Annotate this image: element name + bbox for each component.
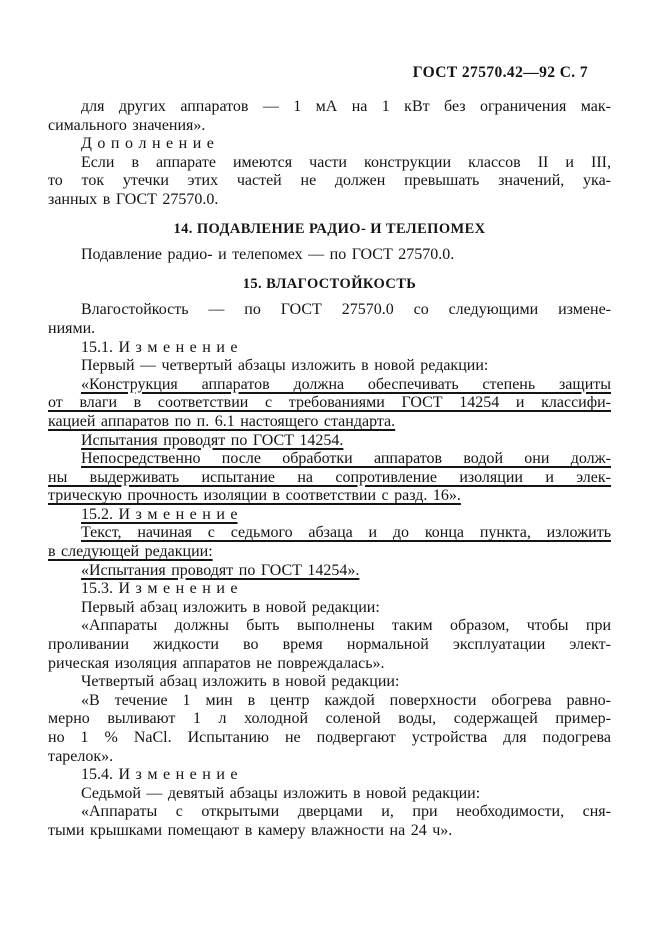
text-line: трическую прочность изоляции в соответствии с разд. 16».	[48, 487, 461, 505]
section-heading: 14. ПОДАВЛЕНИЕ РАДИО- И ТЕЛЕПОМЕХ	[173, 220, 486, 237]
text-line: Непосредственно после обработки аппаратов водой они долж-	[81, 450, 611, 468]
text-line: Четвертый абзац изложить в новой редакции:	[81, 673, 400, 691]
text-line: кацией аппаратов по п. 6.1 настоящего стандарта.	[48, 412, 396, 430]
text-line: «Аппараты должны быть выполнены таким образом, чтобы при	[81, 617, 611, 635]
text-line: Если в аппарате имеются части конструкции классов II и III,	[81, 153, 611, 171]
text-line: проливании жидкости во время нормальной эксплуатации элект-	[48, 636, 611, 654]
text-line: «Аппараты с открытыми дверцами и, при необходимости, сня-	[81, 803, 611, 821]
text-line: 15.4. И з м е н е н и е	[81, 766, 238, 784]
text-line: Испытания проводят по ГОСТ 14254.	[81, 431, 344, 449]
text-line: но 1 % NaCl. Испытанию не подвергают устройства для подогрева	[48, 729, 611, 746]
text-line: «Конструкция аппаратов должна обеспечивать степень защиты	[81, 375, 611, 393]
text-line: 15.2. И з м е н е н и е	[81, 505, 238, 523]
text-line: для других аппаратов — 1 мА на 1 кВт без ограничения мак-	[81, 98, 611, 115]
section-heading: 15. ВЛАГОСТОЙКОСТЬ	[242, 275, 417, 292]
text-line: от влаги в соответствии с требованиями ГОСТ 14254 и классифи-	[48, 394, 611, 412]
text-line: Влагостойкость — по ГОСТ 27570.0 со следующими измене-	[81, 301, 611, 319]
text-line: в следующей редакции:	[48, 543, 213, 561]
text-line: то ток утечки этих частей не должен превышать значений, ука-	[48, 172, 611, 190]
text-line: Д о п о л н е н и е	[81, 135, 214, 153]
text-line: ниями.	[48, 319, 96, 337]
page-header: ГОСТ 27570.42—92 С. 7	[412, 64, 588, 81]
text-line: Текст, начиная с седьмого абзаца и до конца пункта, изложить	[81, 524, 611, 542]
text-line: Седьмой — девятый абзацы изложить в новой редакции:	[81, 784, 481, 802]
text-line: Первый — четвертый абзацы изложить в новой редакции:	[81, 357, 489, 375]
text-line: занных в ГОСТ 27570.0.	[48, 190, 219, 208]
text-line: «В течение 1 мин в центр каждой поверхности обогрева равно-	[81, 691, 611, 709]
text-line: ны выдерживать испытание на сопротивление изоляции и элек-	[48, 468, 611, 486]
text-line: мерно выливают 1 л холодной соленой воды, содержащей пример-	[48, 710, 611, 728]
text-line: «Испытания проводят по ГОСТ 14254».	[81, 561, 360, 579]
text-line: тарелок».	[48, 747, 114, 765]
text-line: рическая изоляция аппаратов не повреждалась».	[48, 654, 385, 672]
text-line: Подавление радио- и телепомех — по ГОСТ 27570.0.	[81, 246, 455, 264]
text-line: 15.1. И з м е н е н и е	[81, 338, 238, 356]
text-line: тыми крышками помещают в камеру влажности на 24 ч».	[48, 821, 453, 839]
text-line: Первый абзац изложить в новой редакции:	[81, 598, 380, 616]
document-body	[48, 98, 611, 841]
text-line: симального значения».	[48, 116, 206, 134]
text-line: 15.3. И з м е н е н и е	[81, 580, 238, 598]
